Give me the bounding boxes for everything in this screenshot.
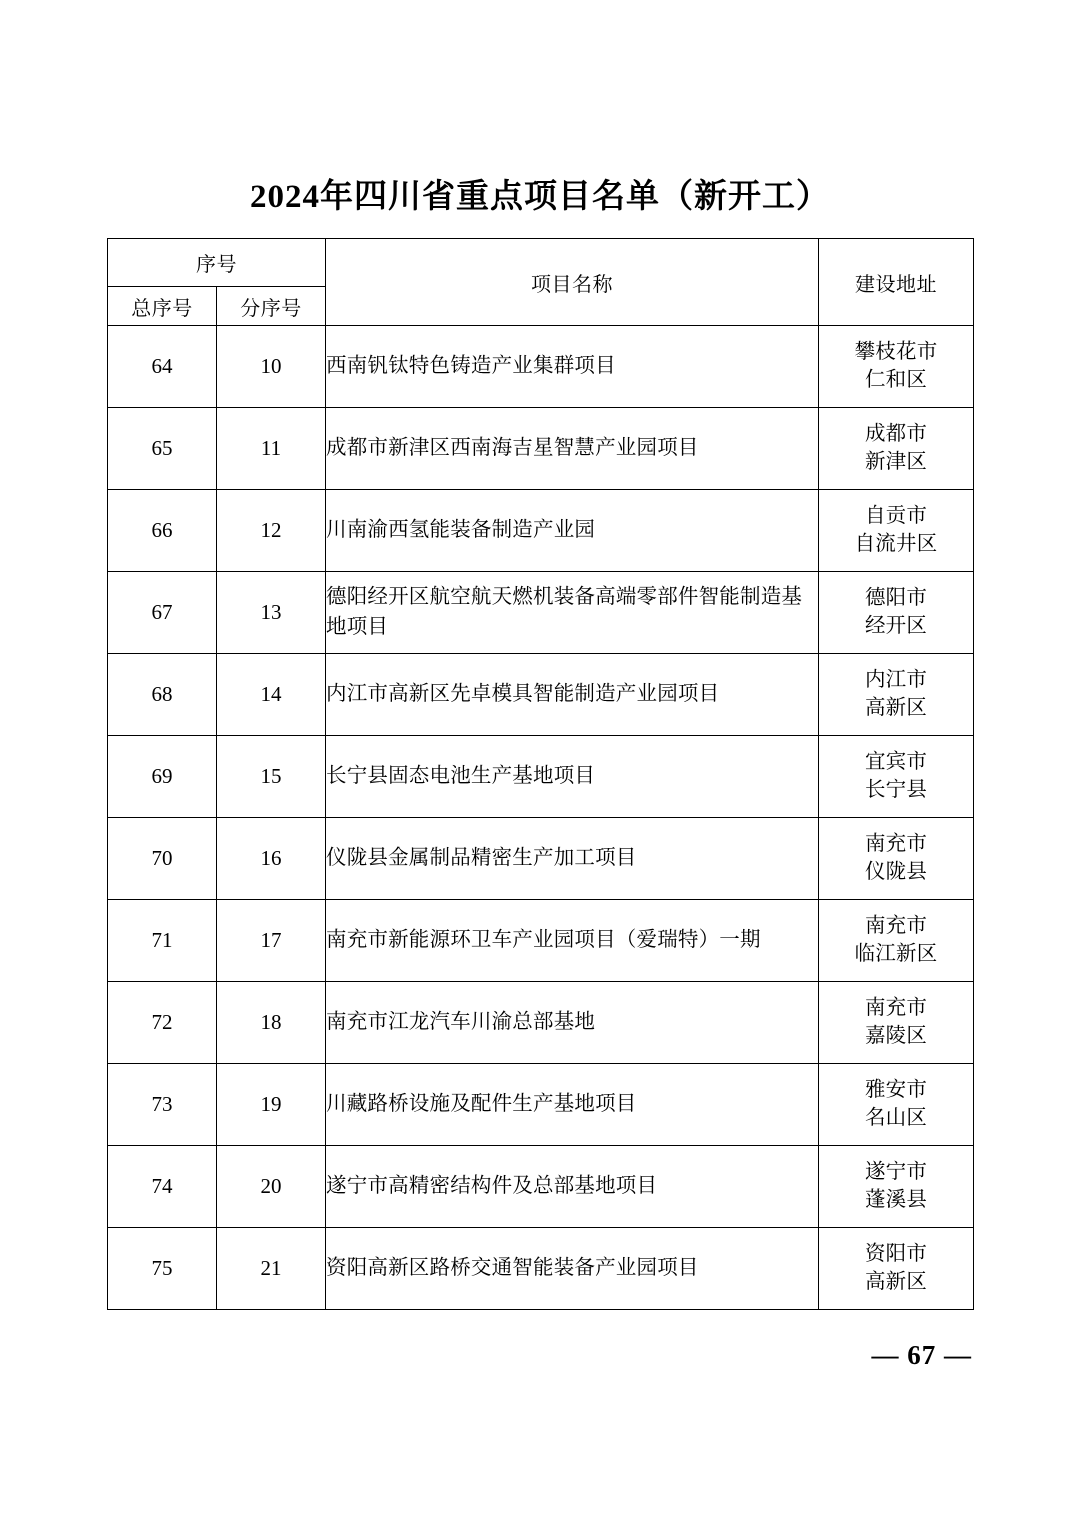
cell-sub-no: 17: [217, 900, 326, 982]
cell-project-name: 长宁县固态电池生产基地项目: [326, 736, 819, 818]
address-district: 长宁县: [864, 778, 928, 801]
table-row: [108, 572, 974, 654]
address-city: 内江市: [864, 668, 928, 691]
cell-total-no: 64: [108, 326, 217, 408]
address-city: 资阳市: [864, 1242, 928, 1265]
address-district: 经开区: [864, 614, 928, 637]
column-header-sub-no: 分序号: [217, 287, 326, 326]
cell-project-name: 仪陇县金属制品精密生产加工项目: [326, 818, 819, 900]
table-header-row-group: [108, 239, 974, 287]
cell-build-address: [819, 1228, 974, 1310]
address-city: 自贡市: [864, 504, 928, 527]
address-city: 遂宁市: [864, 1160, 928, 1183]
cell-sub-no: 13: [217, 572, 326, 654]
column-header-total-no: 总序号: [108, 287, 217, 326]
column-header-build-address: 建设地址: [819, 239, 974, 326]
cell-sub-no: 21: [217, 1228, 326, 1310]
table-row: [108, 1228, 974, 1310]
cell-sub-no: 16: [217, 818, 326, 900]
address-city: 攀枝花市: [854, 340, 938, 363]
cell-total-no: 65: [108, 408, 217, 490]
table-row: [108, 408, 974, 490]
table-row: [108, 490, 974, 572]
project-list-table: [107, 238, 974, 1310]
address-district: 高新区: [864, 1270, 928, 1293]
cell-sub-no: 19: [217, 1064, 326, 1146]
table-header: [108, 239, 974, 326]
address-city: 雅安市: [864, 1078, 928, 1101]
address-city: 宜宾市: [864, 750, 928, 773]
address-city: 南充市: [864, 914, 928, 937]
cell-project-name: 资阳高新区路桥交通智能装备产业园项目: [326, 1228, 819, 1310]
cell-sub-no: 15: [217, 736, 326, 818]
cell-build-address: [819, 654, 974, 736]
table-row: [108, 818, 974, 900]
cell-build-address: [819, 490, 974, 572]
address-district: 蓬溪县: [864, 1188, 928, 1211]
cell-total-no: 70: [108, 818, 217, 900]
address-city: 德阳市: [864, 586, 928, 609]
cell-build-address: [819, 572, 974, 654]
cell-total-no: 75: [108, 1228, 217, 1310]
cell-project-name: 南充市新能源环卫车产业园项目（爱瑞特）一期: [326, 900, 819, 982]
cell-total-no: 74: [108, 1146, 217, 1228]
cell-sub-no: 11: [217, 408, 326, 490]
cell-total-no: 72: [108, 982, 217, 1064]
column-header-project-name: 项目名称: [326, 239, 819, 326]
cell-total-no: 73: [108, 1064, 217, 1146]
cell-project-name: 内江市高新区先卓模具智能制造产业园项目: [326, 654, 819, 736]
address-district: 名山区: [864, 1106, 928, 1129]
address-district: 临江新区: [854, 942, 938, 965]
address-city: 成都市: [864, 422, 928, 445]
project-list-table-container: [107, 238, 973, 1310]
cell-project-name: 南充市江龙汽车川渝总部基地: [326, 982, 819, 1064]
table-row: [108, 326, 974, 408]
address-district: 仪陇县: [864, 860, 928, 883]
table-row: [108, 900, 974, 982]
address-district: 高新区: [864, 696, 928, 719]
cell-build-address: [819, 900, 974, 982]
table-row: [108, 1146, 974, 1228]
address-city: 南充市: [864, 832, 928, 855]
cell-sub-no: 14: [217, 654, 326, 736]
cell-sub-no: 10: [217, 326, 326, 408]
table-body: [108, 326, 974, 1310]
table-row: [108, 654, 974, 736]
address-city: 南充市: [864, 996, 928, 1019]
cell-sub-no: 20: [217, 1146, 326, 1228]
cell-build-address: [819, 1146, 974, 1228]
cell-build-address: [819, 1064, 974, 1146]
cell-build-address: [819, 736, 974, 818]
cell-project-name: 西南钒钛特色铸造产业集群项目: [326, 326, 819, 408]
table-row: [108, 1064, 974, 1146]
page-number-footer: — 67 —: [871, 1340, 972, 1370]
table-row: [108, 736, 974, 818]
address-district: 仁和区: [864, 368, 928, 391]
address-district: 新津区: [864, 450, 928, 473]
cell-project-name: 川南渝西氢能装备制造产业园: [326, 490, 819, 572]
cell-project-name: 德阳经开区航空航天燃机装备高端零部件智能制造基地项目: [326, 572, 819, 654]
page-title: 2024年四川省重点项目名单（新开工）: [250, 179, 830, 215]
cell-build-address: [819, 326, 974, 408]
cell-total-no: 68: [108, 654, 217, 736]
cell-sub-no: 18: [217, 982, 326, 1064]
cell-total-no: 67: [108, 572, 217, 654]
cell-build-address: [819, 982, 974, 1064]
cell-sub-no: 12: [217, 490, 326, 572]
table-row: [108, 982, 974, 1064]
cell-build-address: [819, 818, 974, 900]
cell-project-name: 成都市新津区西南海吉星智慧产业园项目: [326, 408, 819, 490]
cell-total-no: 69: [108, 736, 217, 818]
cell-build-address: [819, 408, 974, 490]
cell-total-no: 71: [108, 900, 217, 982]
cell-project-name: 川藏路桥设施及配件生产基地项目: [326, 1064, 819, 1146]
cell-project-name: 遂宁市高精密结构件及总部基地项目: [326, 1146, 819, 1228]
address-district: 自流井区: [854, 532, 938, 555]
address-district: 嘉陵区: [864, 1024, 928, 1047]
column-header-index-group: 序号: [108, 239, 326, 287]
cell-total-no: 66: [108, 490, 217, 572]
